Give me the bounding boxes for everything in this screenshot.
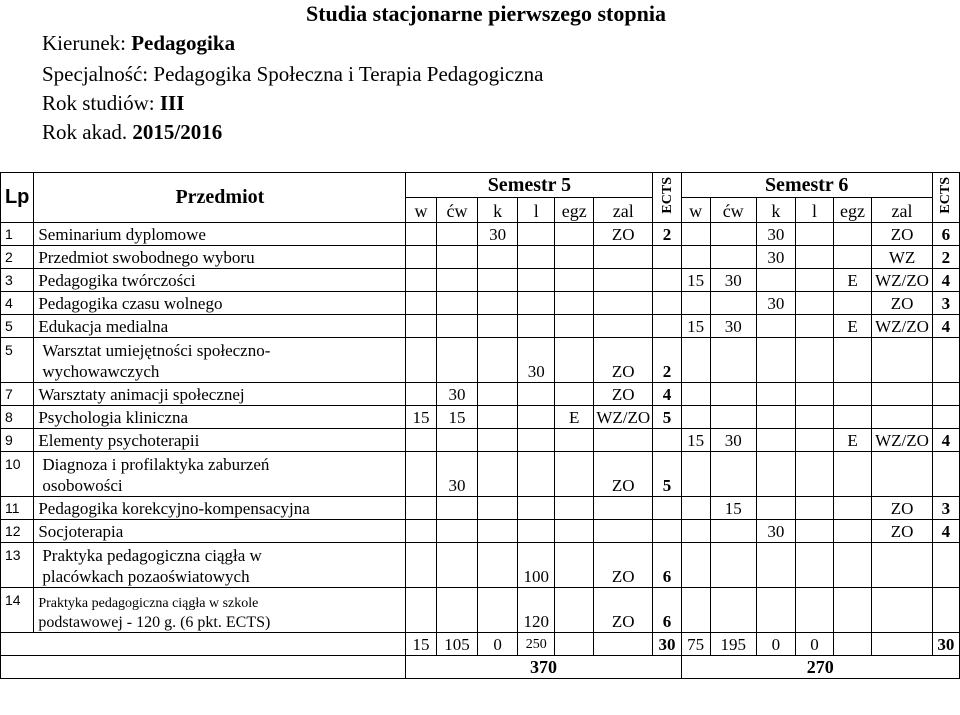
s5-k-cell — [478, 497, 518, 520]
s6-w-cell — [681, 223, 710, 246]
s5-k-cell — [478, 315, 518, 338]
s5-w-cell: 15 — [406, 406, 436, 429]
row-lp: 1 — [1, 223, 34, 246]
s5-zal-cell — [594, 497, 653, 520]
subject-name: Edukacja medialna — [34, 315, 406, 338]
rok-akad-label: Rok akad. — [42, 120, 133, 144]
total-blank — [1, 656, 406, 679]
s6-l-cell — [796, 246, 834, 269]
col-l-header: l — [796, 198, 834, 223]
subject-name — [34, 543, 406, 588]
subject-name-line-1: Praktyka pedagogiczna ciągła w szkole — [38, 596, 259, 611]
subject-name: Przedmiot swobodnego wyboru — [34, 246, 406, 269]
s6-ects-cell: 3 — [932, 497, 959, 520]
col-k-header: k — [756, 198, 796, 223]
s5-ects-cell — [653, 292, 681, 315]
col-zal-header: zal — [872, 198, 932, 223]
row-lp: 11 — [1, 497, 34, 520]
specjalnosc-line: Specjalność: Pedagogika Społeczna i Terapia Pedagogiczna — [42, 62, 544, 86]
row-lp: 5 — [1, 315, 34, 338]
s6-ects-cell — [932, 452, 959, 497]
s5-l-cell — [517, 520, 555, 543]
przedmiot-header: Przedmiot — [34, 173, 406, 223]
s5-k-cell — [478, 269, 518, 292]
s5-w-cell — [406, 223, 436, 246]
s5-ects-cell: 6 — [653, 543, 681, 588]
s6-k-cell — [756, 543, 796, 588]
col-k-header: k — [478, 198, 518, 223]
s6-egz-cell — [833, 246, 872, 269]
s5-k-cell — [478, 452, 518, 497]
s5-k-cell — [478, 520, 518, 543]
s5-zal-cell — [594, 520, 653, 543]
s6-w-cell — [681, 520, 710, 543]
s6-l-cell — [796, 269, 834, 292]
s6-ects-cell — [932, 406, 959, 429]
subject-name: Elementy psychoterapii — [34, 429, 406, 452]
s5-ects-cell — [653, 520, 681, 543]
s6-l-cell — [796, 383, 834, 406]
s6-egz-cell — [833, 338, 872, 383]
s6-zal-cell — [872, 543, 932, 588]
s5-k-cell — [478, 246, 518, 269]
table-row — [1, 520, 960, 543]
s6-cw-cell — [710, 338, 756, 383]
subject-name: Pedagogika twórczości — [34, 269, 406, 292]
s5-cw-cell — [436, 315, 478, 338]
s5-l-cell — [517, 223, 555, 246]
semester-5-total: 370 — [406, 656, 681, 679]
s5-k-cell — [478, 588, 518, 633]
s6-ects-cell — [932, 338, 959, 383]
s6-egz-cell — [833, 588, 872, 633]
s5-w-cell — [406, 383, 436, 406]
s6-egz-cell — [833, 292, 872, 315]
s6-zal-cell: WZ/ZO — [872, 429, 932, 452]
s6-l-cell — [796, 429, 834, 452]
kierunek-label: Kierunek: — [42, 31, 132, 55]
s6-l-cell — [796, 452, 834, 497]
s5-w-cell — [406, 588, 436, 633]
s5-egz-cell — [555, 269, 594, 292]
s5-k-cell — [478, 292, 518, 315]
s5-k-cell — [478, 383, 518, 406]
s6-zal-cell: ZO — [872, 497, 932, 520]
s5-cw-cell: 15 — [436, 406, 478, 429]
s5-zal-cell: ZO — [594, 338, 653, 383]
s6-k-cell — [756, 338, 796, 383]
subject-name-line-1: Warsztat umiejętności społeczno- — [42, 341, 271, 360]
s6-l-cell — [796, 338, 834, 383]
s6-w-cell — [681, 406, 710, 429]
table-row — [1, 383, 960, 406]
study-plan-table — [0, 172, 960, 679]
s5-egz-cell — [555, 315, 594, 338]
s6-cw-cell: 30 — [710, 315, 756, 338]
s6-cw-cell — [710, 520, 756, 543]
s6-zal-cell: ZO — [872, 520, 932, 543]
s6-zal-cell: WZ/ZO — [872, 269, 932, 292]
s5-egz-cell — [555, 429, 594, 452]
s6-w-cell — [681, 383, 710, 406]
col-w-header: w — [681, 198, 710, 223]
s5-l-cell — [517, 383, 555, 406]
subject-name-line-1: Diagnoza i profilaktyka zaburzeń — [42, 455, 270, 474]
s5-cw-cell: 30 — [436, 383, 478, 406]
s6-l-cell — [796, 223, 834, 246]
s5-k-cell — [478, 406, 518, 429]
s6-k-cell: 30 — [756, 246, 796, 269]
col-egz-header: egz — [833, 198, 872, 223]
s6-l-cell — [796, 292, 834, 315]
s5-k-cell — [478, 338, 518, 383]
s5-l-cell — [517, 497, 555, 520]
s6-egz-cell — [833, 406, 872, 429]
row-lp: 12 — [1, 520, 34, 543]
s6-ects-cell: 2 — [932, 246, 959, 269]
s6-k-cell: 30 — [756, 292, 796, 315]
s5-l-cell — [517, 406, 555, 429]
row-lp: 10 — [1, 452, 34, 497]
s5-cw-cell — [436, 246, 478, 269]
row-lp: 5 — [1, 338, 34, 383]
s5-cw-cell — [436, 223, 478, 246]
s6-egz-cell — [833, 520, 872, 543]
s6-egz-cell — [833, 497, 872, 520]
s5-cw-cell — [436, 338, 478, 383]
col-l-header: l — [517, 198, 555, 223]
subject-name: Pedagogika korekcyjno-kompensacyjna — [34, 497, 406, 520]
s6-l-cell — [796, 315, 834, 338]
s5-egz-cell — [555, 588, 594, 633]
s5-zal-cell: ZO — [594, 452, 653, 497]
s5-l-cell — [517, 315, 555, 338]
s6-w-cell — [681, 452, 710, 497]
subject-name — [34, 452, 406, 497]
s6-w-cell: 15 — [681, 269, 710, 292]
s5-cw-cell — [436, 520, 478, 543]
s6-egz-cell: E — [833, 269, 872, 292]
s5-ects-cell — [653, 269, 681, 292]
s6-k-cell — [756, 269, 796, 292]
table-row — [1, 223, 960, 246]
subject-name — [34, 338, 406, 383]
s6-egz-cell — [833, 452, 872, 497]
table-row — [1, 429, 960, 452]
ects-5-header: ECTS — [653, 173, 681, 223]
table-row — [1, 269, 960, 292]
s6-k-cell — [756, 497, 796, 520]
s6-l-cell — [796, 497, 834, 520]
rok-studiow-line — [42, 90, 184, 116]
s6-sum-l: 0 — [796, 633, 834, 656]
s5-l-cell — [517, 269, 555, 292]
s5-cw-cell: 30 — [436, 452, 478, 497]
s6-ects-cell: 4 — [932, 429, 959, 452]
s6-cw-cell — [710, 588, 756, 633]
s5-egz-cell — [555, 338, 594, 383]
rok-akad-line — [42, 119, 222, 145]
s5-sum-cw: 105 — [436, 633, 478, 656]
s6-k-cell: 30 — [756, 223, 796, 246]
s5-l-cell: 30 — [517, 338, 555, 383]
s6-ects-cell: 4 — [932, 315, 959, 338]
s6-ects-cell: 6 — [932, 223, 959, 246]
s6-l-cell — [796, 588, 834, 633]
row-lp: 9 — [1, 429, 34, 452]
s6-sum-k: 0 — [756, 633, 796, 656]
semester-6-total: 270 — [681, 656, 959, 679]
s5-egz-cell — [555, 520, 594, 543]
s5-egz-cell — [555, 543, 594, 588]
row-lp: 4 — [1, 292, 34, 315]
s5-k-cell — [478, 543, 518, 588]
subject-name: Seminarium dyplomowe — [34, 223, 406, 246]
s6-zal-cell — [872, 383, 932, 406]
s6-ects-cell — [932, 383, 959, 406]
header-row-semesters — [1, 173, 960, 198]
kierunek-line — [42, 30, 235, 56]
s5-egz-cell — [555, 246, 594, 269]
col-cw-header: ćw — [436, 198, 478, 223]
s5-ects-cell — [653, 246, 681, 269]
s6-l-cell — [796, 406, 834, 429]
s6-egz-cell: E — [833, 429, 872, 452]
s5-w-cell — [406, 429, 436, 452]
s5-cw-cell — [436, 497, 478, 520]
s5-sum-zal — [594, 633, 653, 656]
table-row — [1, 246, 960, 269]
rok-studiow-label: Rok studiów: — [42, 91, 160, 115]
row-lp: 8 — [1, 406, 34, 429]
s6-zal-cell: WZ/ZO — [872, 315, 932, 338]
s5-l-cell — [517, 452, 555, 497]
s6-w-cell — [681, 246, 710, 269]
s6-zal-cell — [872, 406, 932, 429]
subject-name — [34, 588, 406, 633]
s6-sum-w: 75 — [681, 633, 710, 656]
col-egz-header: egz — [555, 198, 594, 223]
subject-name-line-2: placówkach pozaoświatowych — [42, 567, 250, 586]
s5-cw-cell — [436, 588, 478, 633]
table-row — [1, 406, 960, 429]
subject-name-line-2: osobowości — [42, 476, 123, 495]
s6-zal-cell — [872, 338, 932, 383]
s5-l-cell — [517, 246, 555, 269]
s5-l-cell — [517, 429, 555, 452]
s6-zal-cell: ZO — [872, 292, 932, 315]
s6-egz-cell: E — [833, 315, 872, 338]
s5-l-cell — [517, 292, 555, 315]
subject-name: Socjoterapia — [34, 520, 406, 543]
s6-egz-cell — [833, 223, 872, 246]
col-cw-header: ćw — [710, 198, 756, 223]
s5-egz-cell — [555, 383, 594, 406]
s5-sum-l: 250 — [517, 633, 555, 656]
s5-cw-cell — [436, 269, 478, 292]
s6-k-cell — [756, 315, 796, 338]
sum-row — [1, 633, 960, 656]
s5-k-cell: 30 — [478, 223, 518, 246]
s6-zal-cell — [872, 588, 932, 633]
s5-sum-egz — [555, 633, 594, 656]
s6-l-cell — [796, 520, 834, 543]
s6-zal-cell: ZO — [872, 223, 932, 246]
s5-egz-cell — [555, 292, 594, 315]
s5-w-cell — [406, 497, 436, 520]
s6-sum-egz — [833, 633, 872, 656]
kierunek-value: Pedagogika — [131, 31, 236, 55]
s6-ects-cell: 4 — [932, 269, 959, 292]
s5-w-cell — [406, 520, 436, 543]
s6-w-cell — [681, 497, 710, 520]
s5-zal-cell — [594, 315, 653, 338]
s5-zal-cell: ZO — [594, 223, 653, 246]
s5-ects-cell: 2 — [653, 223, 681, 246]
subject-name-line-1: Praktyka pedagogiczna ciągła w — [42, 546, 262, 565]
s6-egz-cell — [833, 383, 872, 406]
s5-sum-w: 15 — [406, 633, 436, 656]
s6-cw-cell: 30 — [710, 429, 756, 452]
s5-zal-cell — [594, 292, 653, 315]
s5-w-cell — [406, 292, 436, 315]
s5-zal-cell: ZO — [594, 383, 653, 406]
s5-ects-cell: 6 — [653, 588, 681, 633]
row-lp: 3 — [1, 269, 34, 292]
s5-cw-cell — [436, 292, 478, 315]
s5-cw-cell — [436, 543, 478, 588]
s6-sum-ects: 30 — [932, 633, 959, 656]
semester-6-header: Semestr 6 — [681, 173, 932, 198]
s6-w-cell: 15 — [681, 315, 710, 338]
total-row — [1, 656, 960, 679]
row-lp: 13 — [1, 543, 34, 588]
s6-egz-cell — [833, 543, 872, 588]
row-lp: 14 — [1, 588, 34, 633]
s6-w-cell: 15 — [681, 429, 710, 452]
s6-cw-cell: 30 — [710, 269, 756, 292]
s5-w-cell — [406, 269, 436, 292]
s5-ects-cell: 4 — [653, 383, 681, 406]
s5-ects-cell: 5 — [653, 452, 681, 497]
s6-k-cell — [756, 383, 796, 406]
subject-name-line-2: wychowawczych — [42, 362, 160, 381]
col-w-header: w — [406, 198, 436, 223]
s6-w-cell — [681, 543, 710, 588]
s5-w-cell — [406, 452, 436, 497]
s5-ects-cell — [653, 497, 681, 520]
s6-ects-cell: 4 — [932, 520, 959, 543]
s5-l-cell: 120 — [517, 588, 555, 633]
s6-cw-cell — [710, 383, 756, 406]
semester-5-header: Semestr 5 — [406, 173, 653, 198]
s5-w-cell — [406, 338, 436, 383]
s5-sum-ects: 30 — [653, 633, 681, 656]
table-row — [1, 588, 960, 633]
row-lp: 2 — [1, 246, 34, 269]
s5-ects-cell — [653, 429, 681, 452]
col-zal-header: zal — [594, 198, 653, 223]
s5-egz-cell — [555, 497, 594, 520]
s6-w-cell — [681, 588, 710, 633]
s6-w-cell — [681, 292, 710, 315]
s5-zal-cell: ZO — [594, 543, 653, 588]
s6-cw-cell — [710, 406, 756, 429]
table-row — [1, 497, 960, 520]
s6-cw-cell — [710, 292, 756, 315]
s6-l-cell — [796, 543, 834, 588]
row-lp: 7 — [1, 383, 34, 406]
table-row — [1, 292, 960, 315]
s5-zal-cell: ZO — [594, 588, 653, 633]
s6-k-cell — [756, 452, 796, 497]
s6-cw-cell — [710, 543, 756, 588]
s6-sum-cw: 195 — [710, 633, 756, 656]
s6-cw-cell: 15 — [710, 497, 756, 520]
table-row — [1, 338, 960, 383]
s5-ects-cell — [653, 315, 681, 338]
s6-ects-cell: 3 — [932, 292, 959, 315]
s5-cw-cell — [436, 429, 478, 452]
s6-k-cell — [756, 429, 796, 452]
subject-name-line-2: podstawowej - 120 g. (6 pkt. ECTS) — [38, 614, 271, 631]
table-row — [1, 315, 960, 338]
rok-akad-value: 2015/2016 — [132, 120, 223, 144]
subject-name: Psychologia kliniczna — [34, 406, 406, 429]
s5-zal-cell: WZ/ZO — [594, 406, 653, 429]
s6-cw-cell — [710, 452, 756, 497]
s5-w-cell — [406, 246, 436, 269]
s5-w-cell — [406, 543, 436, 588]
ects-6-header: ECTS — [932, 173, 959, 223]
sum-blank — [1, 633, 406, 656]
s5-l-cell: 100 — [517, 543, 555, 588]
s6-cw-cell — [710, 223, 756, 246]
table-row — [1, 543, 960, 588]
s5-egz-cell — [555, 452, 594, 497]
s5-zal-cell — [594, 269, 653, 292]
s6-sum-zal — [872, 633, 932, 656]
subject-name: Pedagogika czasu wolnego — [34, 292, 406, 315]
s6-zal-cell: WZ — [872, 246, 932, 269]
table-row — [1, 452, 960, 497]
s5-sum-k: 0 — [478, 633, 518, 656]
s5-zal-cell — [594, 246, 653, 269]
s6-k-cell — [756, 406, 796, 429]
s6-zal-cell — [872, 452, 932, 497]
page-title: Studia stacjonarne pierwszego stopnia — [306, 1, 666, 26]
s5-egz-cell: E — [555, 406, 594, 429]
s6-ects-cell — [932, 543, 959, 588]
s6-ects-cell — [932, 588, 959, 633]
s6-k-cell — [756, 588, 796, 633]
s5-ects-cell: 2 — [653, 338, 681, 383]
rok-studiow-value: III — [159, 91, 185, 115]
s5-egz-cell — [555, 223, 594, 246]
s6-k-cell: 30 — [756, 520, 796, 543]
lp-header: Lp — [1, 173, 34, 223]
subject-name: Warsztaty animacji społecznej — [34, 383, 406, 406]
s5-zal-cell — [594, 429, 653, 452]
s6-cw-cell — [710, 246, 756, 269]
s5-w-cell — [406, 315, 436, 338]
s6-w-cell — [681, 338, 710, 383]
s5-k-cell — [478, 429, 518, 452]
s5-ects-cell: 5 — [653, 406, 681, 429]
